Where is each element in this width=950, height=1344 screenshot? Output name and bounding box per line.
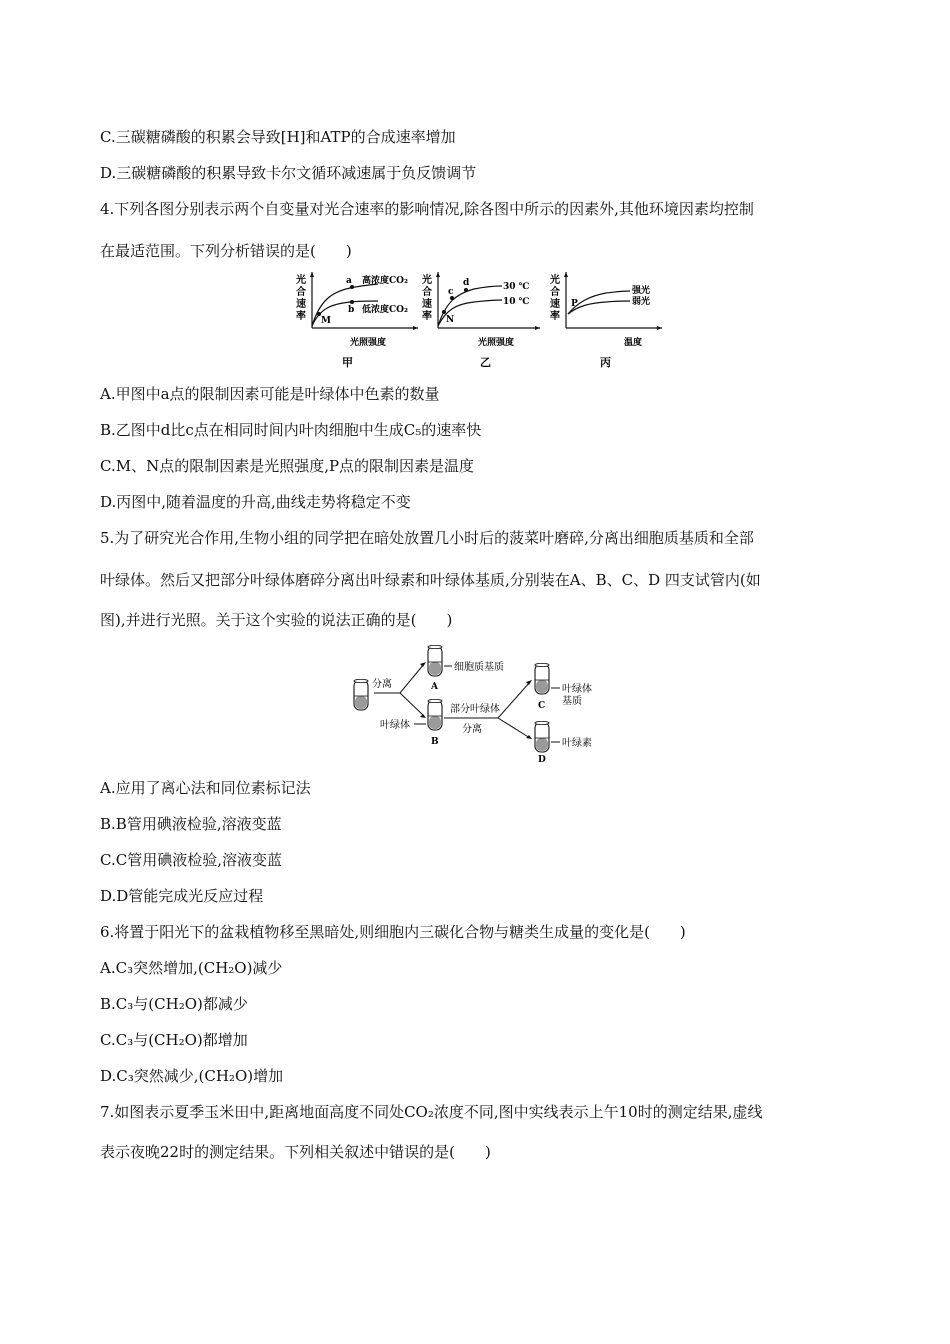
label-b: b [348, 305, 355, 315]
question-6-stem: 6.将置于阳光下的盆栽植物移至黑暗处,则细胞内三碳化合物与糖类生成量的变化是( ) [100, 923, 686, 941]
y-label-char: 速 [550, 299, 560, 310]
q6-option-c: C.C₃与(CH₂O)都增加 [100, 1031, 248, 1049]
graph-caption-bing: 丙 [600, 356, 611, 369]
q6-option-b: B.C₃与(CH₂O)都减少 [100, 995, 248, 1013]
legend-strong-light: 强光 [632, 286, 651, 296]
test-tube-diagram [340, 638, 620, 768]
label-stroma-1: 叶绿体 [562, 684, 592, 695]
legend-weak-light: 弱光 [632, 297, 651, 307]
q4-option-b: B.乙图中d比c点在相同时间内叶肉细胞中生成C₅的速率快 [100, 421, 482, 439]
y-label-char: 速 [422, 299, 432, 310]
q6-option-d: D.C₃突然减少,(CH₂O)增加 [100, 1067, 284, 1085]
question-5-stem-cont: 叶绿体。然后又把部分叶绿体磨碎分离出叶绿素和叶绿体基质,分别装在A、B、C、D 四支试管内(如 [100, 571, 761, 589]
legend-high-co2: 高浓度CO₂ [362, 276, 408, 286]
label-tube-d: D [538, 755, 546, 765]
label-m: M [321, 316, 331, 326]
label-a: a [346, 276, 352, 286]
point-d [464, 288, 468, 292]
legend-low-co2: 低浓度CO₂ [362, 305, 408, 315]
q4-option-d: D.丙图中,随着温度的升高,曲线走势将稳定不变 [100, 493, 411, 511]
y-label-char: 合 [296, 287, 306, 298]
y-label-char: 率 [422, 311, 432, 322]
y-label-char: 合 [550, 287, 560, 298]
label-c: c [448, 287, 454, 297]
label-p: P [571, 299, 578, 309]
label-separate-1: 分离 [372, 679, 392, 690]
label-stroma-2: 基质 [562, 696, 582, 707]
arrow-to-c [498, 682, 530, 718]
label-chloroplast: 叶绿体 [380, 720, 410, 731]
label-n: N [446, 315, 455, 325]
label-cytoplasm-matrix: 细胞质基质 [454, 662, 504, 673]
label-chlorophyll: 叶绿素 [562, 738, 592, 749]
arrow-to-b [400, 693, 424, 716]
tube-c [535, 663, 549, 694]
label-separate-2: 分离 [462, 724, 482, 735]
question-4-stem: 4.下列各图分别表示两个自变量对光合速率的影响情况,除各图中所示的因素外,其他环境因素均控制 [100, 200, 754, 218]
y-label-char: 率 [550, 311, 560, 322]
legend-10c: 10 ℃ [503, 297, 530, 307]
option-d-line: D.三碳糖磷酸的积累导致卡尔文循环减速属于负反馈调节 [100, 164, 477, 182]
graph-yi [422, 272, 540, 369]
q5-option-d: D.D管能完成光反应过程 [100, 887, 264, 905]
label-partial-chloroplast: 部分叶绿体 [450, 704, 500, 715]
tube-b [428, 699, 442, 730]
legend-30c: 30 ℃ [503, 282, 530, 292]
graph-bing [550, 272, 662, 369]
q4-option-a: A.甲图中a点的限制因素可能是叶绿体中色素的数量 [100, 385, 440, 403]
y-label-char: 率 [296, 311, 306, 322]
label-tube-b: B [431, 737, 439, 747]
q5-option-c: C.C管用碘液检验,溶液变蓝 [100, 851, 282, 869]
question-7-stem-cont: 表示夜晚22时的测定结果。下列相关叙述中错误的是( ) [100, 1143, 491, 1161]
q6-option-a: A.C₃突然增加,(CH₂O)减少 [100, 959, 283, 977]
question-5-stem-cont2: 图),并进行光照。关于这个实验的说法正确的是( ) [100, 611, 453, 629]
tube-d [535, 721, 549, 752]
q5-option-a: A.应用了离心法和同位素标记法 [100, 779, 311, 797]
point-n [442, 310, 446, 314]
y-label-char: 光 [296, 275, 306, 286]
q5-option-b: B.B管用碘液检验,溶液变蓝 [100, 815, 282, 833]
x-axis-label: 光照强度 [350, 338, 387, 348]
label-tube-a: A [431, 682, 438, 692]
option-c-line: C.三碳糖磷酸的积累会导致[H]和ATP的合成速率增加 [100, 128, 456, 146]
question-5-stem: 5.为了研究光合作用,生物小组的同学把在暗处放置几小时后的菠菜叶磨碎,分离出细胞质基质和全部 [100, 529, 754, 547]
graph-jia [296, 272, 418, 369]
y-label-char: 速 [296, 299, 306, 310]
x-axis-label: 光照强度 [478, 338, 515, 348]
tube-a [428, 645, 442, 676]
question-7-stem: 7.如图表示夏季玉米田中,距离地面高度不同处CO₂浓度不同,图中实线表示上午10时的测定结果,虚线 [100, 1103, 763, 1121]
q4-option-c: C.M、N点的限制因素是光照强度,P点的限制因素是温度 [100, 457, 475, 475]
label-d: d [463, 278, 470, 288]
x-axis-label: 温度 [624, 338, 643, 348]
arrow-to-d [498, 718, 530, 738]
photosynthesis-graphs [290, 266, 670, 376]
y-label-char: 合 [422, 287, 432, 298]
y-label-char: 光 [550, 275, 560, 286]
tube-source [354, 679, 368, 710]
question-4-stem-cont: 在最适范围。下列分析错误的是( ) [100, 242, 352, 260]
graph-caption-jia: 甲 [342, 356, 353, 369]
graph-caption-yi: 乙 [480, 356, 491, 369]
label-tube-c: C [538, 701, 546, 711]
point-b [350, 300, 354, 304]
y-label-char: 光 [422, 275, 432, 286]
